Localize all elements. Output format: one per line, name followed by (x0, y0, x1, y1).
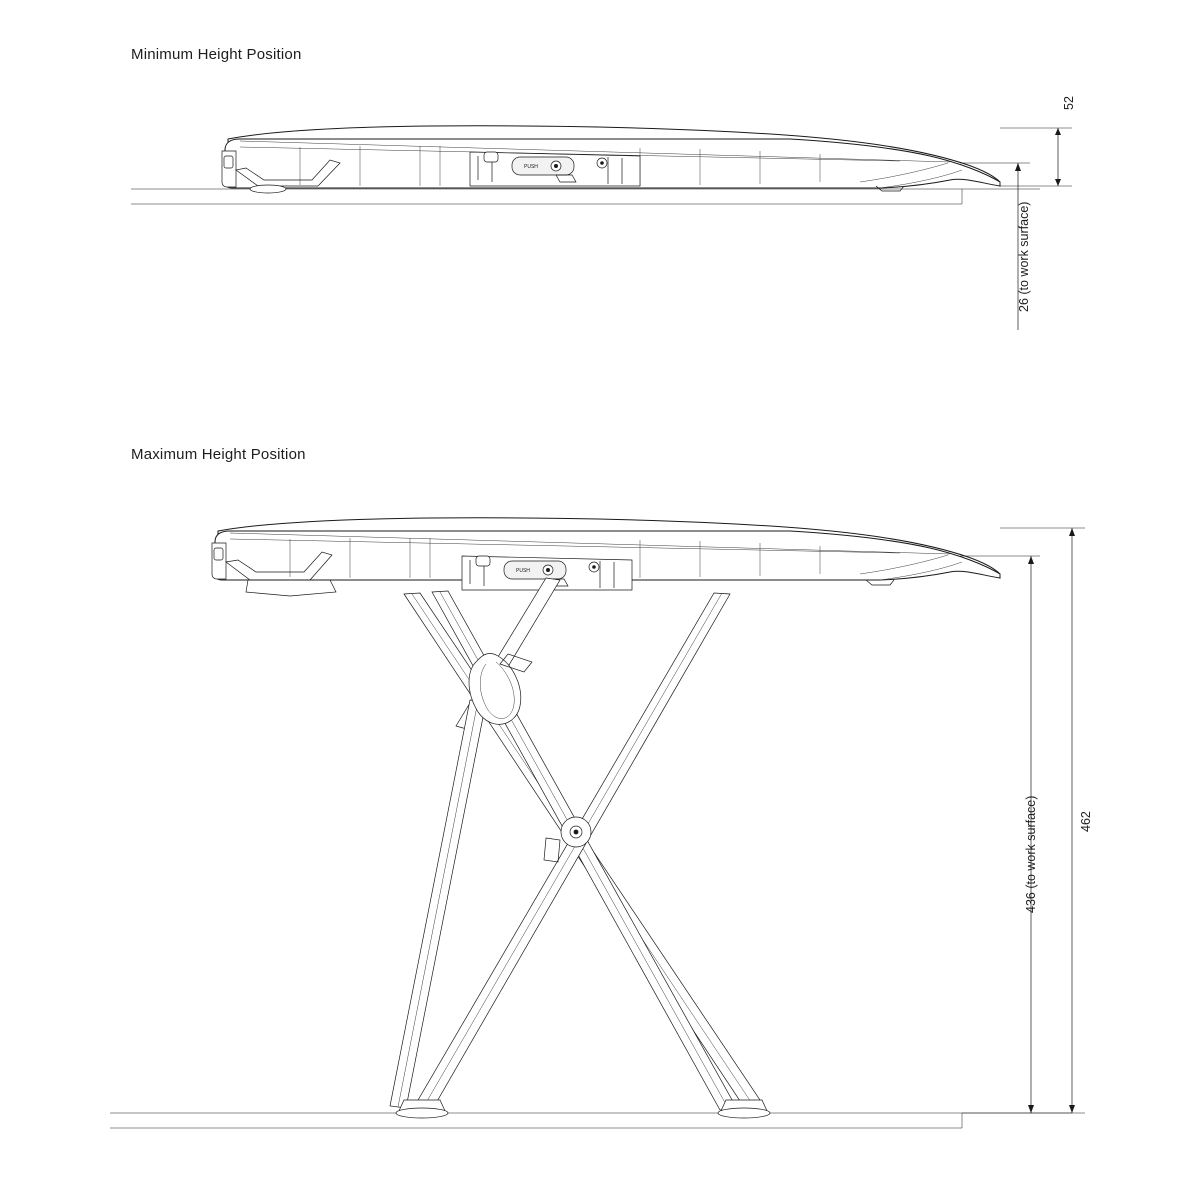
dimension-label-26-work-surface: 26 (to work surface) (1017, 201, 1031, 312)
dim-arrow-462-bottom (1069, 1105, 1075, 1113)
hinge-tab-max (476, 556, 490, 566)
hinge-pivot-center-max (592, 565, 596, 569)
dim-arrow-26-top (1015, 163, 1021, 171)
push-button-label-max: PUSH (516, 568, 530, 574)
foot-right-pad (718, 1108, 770, 1118)
board-left-foot (250, 185, 286, 193)
push-button-max[interactable] (504, 561, 566, 579)
pivot-bracket (544, 838, 560, 862)
dim-arrow-52-top (1055, 128, 1061, 135)
maximum-height-view (110, 518, 1085, 1128)
push-button-knob-center (554, 164, 558, 168)
minimum-height-view (131, 126, 1072, 330)
maximum-height-caption: Maximum Height Position (131, 446, 306, 463)
dim-arrow-436-top (1028, 556, 1034, 564)
dim-arrow-462-top (1069, 528, 1075, 536)
hinge-tab (484, 152, 498, 162)
board-right-foot-max (866, 580, 894, 585)
push-button[interactable] (512, 157, 574, 175)
minimum-height-caption: Minimum Height Position (131, 46, 302, 63)
board-left-hook-max (214, 548, 223, 560)
foot-left-pad (396, 1108, 448, 1118)
board-left-hook (224, 156, 233, 168)
dimension-label-52: 52 (1062, 96, 1076, 110)
dim-arrow-52-bottom (1055, 179, 1061, 186)
push-button-knob-center-max (546, 568, 550, 572)
push-button-label: PUSH (524, 164, 538, 170)
dimension-label-436-work-surface: 436 (to work surface) (1024, 795, 1038, 913)
dimension-label-462: 462 (1079, 811, 1093, 832)
scissor-pivot-center (574, 830, 579, 835)
dim-arrow-436-bottom (1028, 1105, 1034, 1113)
hinge-pivot-center (600, 161, 604, 165)
board-left-skirt-max (246, 580, 336, 596)
